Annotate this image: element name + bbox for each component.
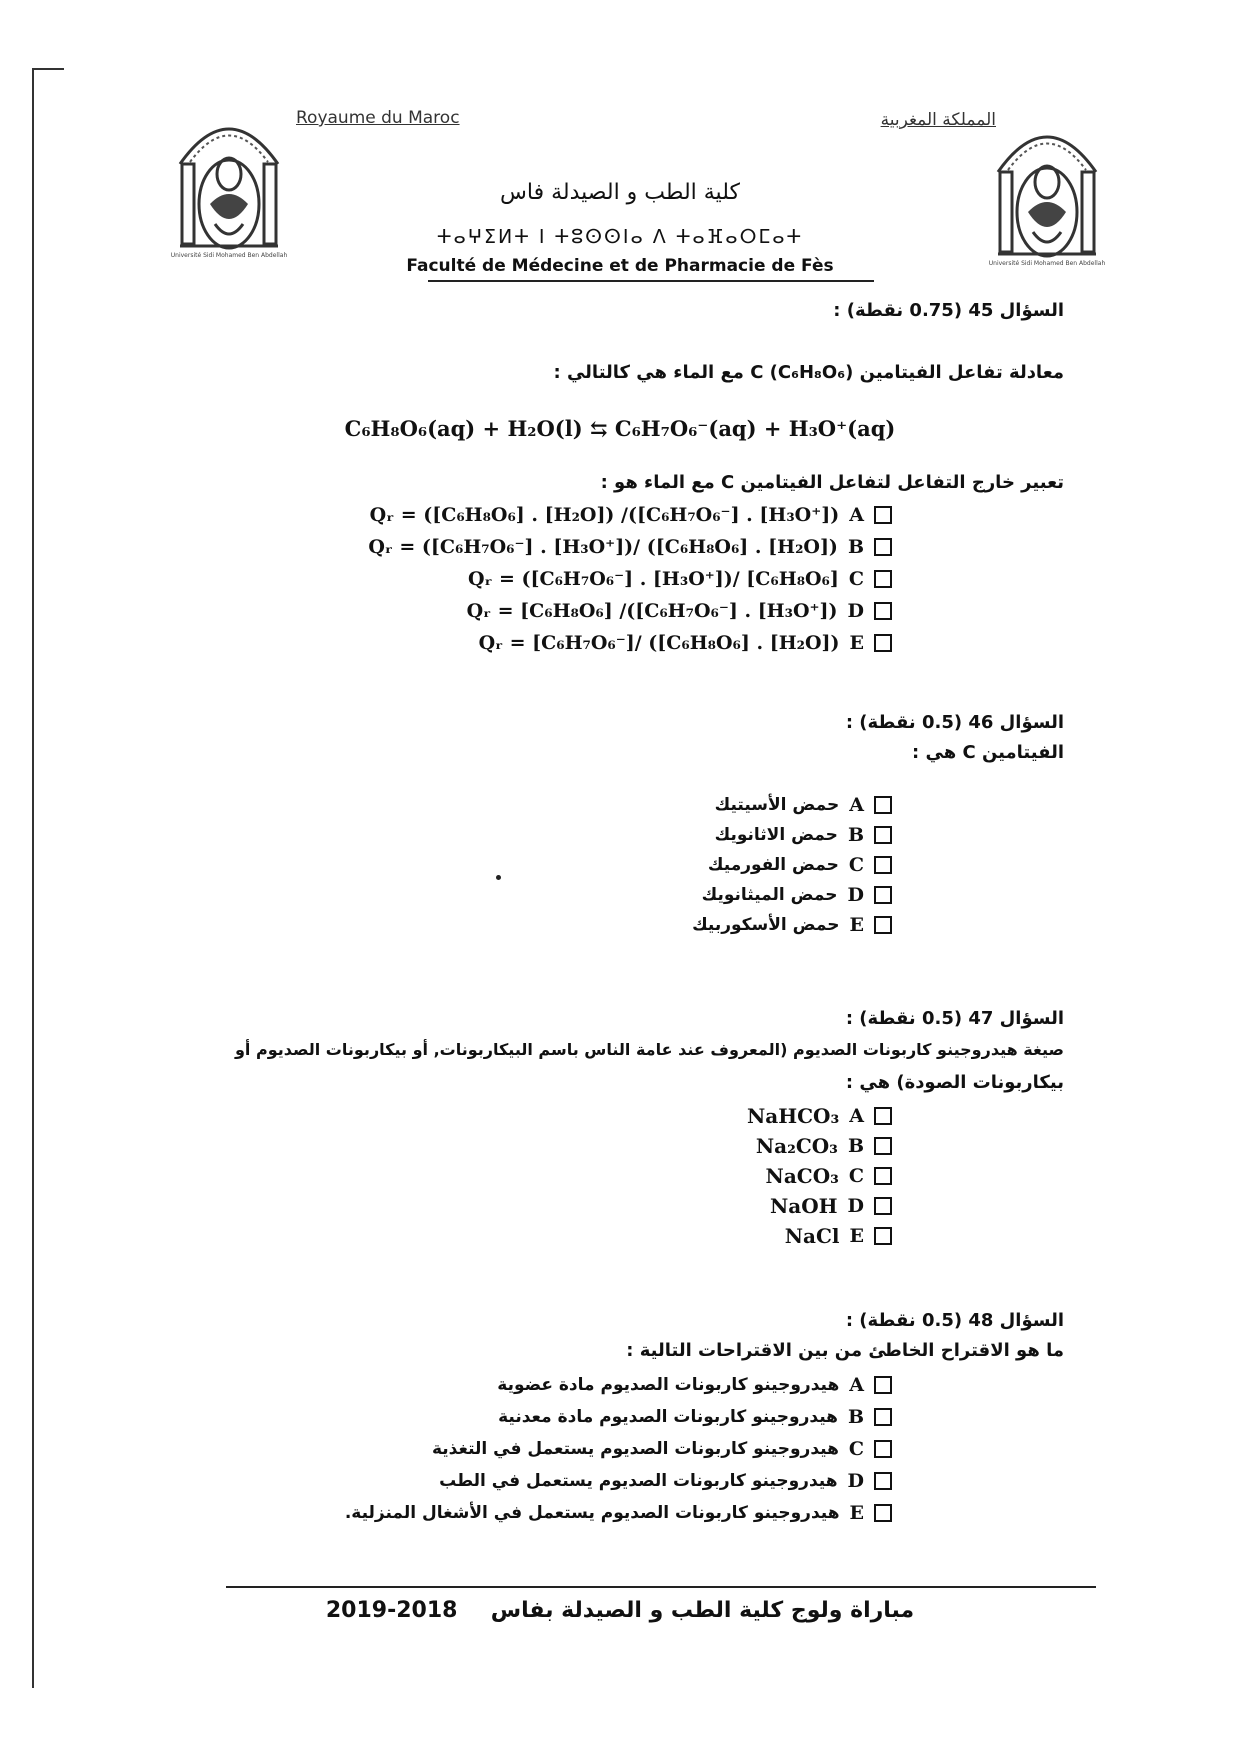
checkbox-icon[interactable] [874, 506, 892, 524]
checkbox-icon[interactable] [874, 886, 892, 904]
header-divider [428, 280, 874, 282]
q47-option-c[interactable] [766, 1164, 892, 1188]
option-text: NaOH [769, 1194, 838, 1218]
checkbox-icon[interactable] [874, 634, 892, 652]
option-letter: C [848, 568, 864, 590]
option-text: هيدروجينو كاربونات الصديوم يستعمل في الأشغال المنزلية. [344, 1503, 840, 1523]
option-letter: B [847, 536, 864, 558]
checkbox-icon[interactable] [874, 1504, 892, 1522]
option-letter: D [847, 884, 864, 906]
option-letter: C [848, 854, 864, 876]
option-text: هيدروجينو كاربونات الصديوم مادة عضوية [497, 1375, 840, 1395]
scan-border-top [32, 68, 64, 70]
option-letter: B [847, 824, 864, 846]
option-text: Qᵣ = [C₆H₈O₆] /([C₆H₇O₆⁻] . [H₃O⁺]) [466, 600, 838, 622]
option-text: Qᵣ = [C₆H₇O₆⁻]/ ([C₆H₈O₆] . [H₂O]) [478, 632, 840, 654]
faculty-name-tifinagh: ⵜⴰⵖⵉⵍⵜ ⵏ ⵜⵓⵙⵙⵏⴰ ⴷ ⵜⴰⴼⴰⵔⵎⴰⵜ [436, 226, 804, 248]
checkbox-icon[interactable] [874, 1376, 892, 1394]
kingdom-label-ar: المملكة المغربية [880, 110, 996, 130]
q47-option-b[interactable] [756, 1134, 892, 1158]
checkbox-icon[interactable] [874, 916, 892, 934]
q46-option-a[interactable] [715, 794, 892, 816]
option-letter: E [849, 914, 864, 936]
checkbox-icon[interactable] [874, 796, 892, 814]
q45-option-a[interactable] [370, 504, 892, 526]
q48-option-b[interactable] [498, 1406, 892, 1428]
option-text: حمض الأسيتيك [714, 795, 840, 815]
page-footer [0, 1598, 1240, 1623]
option-letter: E [849, 1225, 864, 1247]
q46-option-e[interactable] [692, 914, 892, 936]
kingdom-label-fr: Royaume du Maroc [296, 108, 460, 128]
q47-option-d[interactable] [770, 1194, 892, 1218]
option-letter: B [847, 1406, 864, 1428]
q47-option-a[interactable] [747, 1104, 892, 1128]
option-text: حمض الأسكوربيك [692, 915, 840, 935]
checkbox-icon[interactable] [874, 826, 892, 844]
checkbox-icon[interactable] [874, 856, 892, 874]
option-letter: D [847, 1195, 864, 1217]
q46-option-d[interactable] [702, 884, 892, 906]
faculty-name-ar: كلية الطب و الصيدلة فاس [500, 180, 740, 205]
checkbox-icon[interactable] [874, 1408, 892, 1426]
option-text: Qᵣ = ([C₆H₇O₆⁻] . [H₃O⁺])/ [C₆H₈O₆] [467, 568, 839, 590]
q48-option-c[interactable] [432, 1438, 892, 1460]
option-letter: A [849, 504, 864, 526]
logo-left-caption: Université Sidi Mohamed Ben Abdellah [170, 252, 288, 259]
option-text: Na₂CO₃ [755, 1134, 838, 1158]
footer-exam-title: مباراة ولوج كلية الطب و الصيدلة بفاس [490, 1598, 915, 1623]
q45-option-b[interactable] [368, 536, 892, 558]
checkbox-icon[interactable] [874, 570, 892, 588]
question-48-title: السؤال 48 (0.5 نقطة) : [845, 1310, 1064, 1331]
question-45-title: السؤال 45 (0.75 نقطة) : [833, 300, 1064, 321]
option-letter: A [849, 794, 864, 816]
q46-option-c[interactable] [708, 854, 892, 876]
question-48-text: ما هو الاقتراح الخاطئ من بين الاقتراحات التالية : [626, 1340, 1064, 1361]
option-letter: B [847, 1135, 864, 1157]
option-letter: D [847, 600, 864, 622]
question-47-text-line2: بيكاربونات الصودة) هي : [845, 1072, 1064, 1093]
checkbox-icon[interactable] [874, 1440, 892, 1458]
checkbox-icon[interactable] [874, 1137, 892, 1155]
option-text: Qᵣ = ([C₆H₈O₆] . [H₂O]) /([C₆H₇O₆⁻] . [H₃O⁺]) [369, 504, 840, 526]
q46-option-b[interactable] [715, 824, 892, 846]
option-letter: A [849, 1105, 864, 1127]
checkbox-icon[interactable] [874, 1107, 892, 1125]
option-text: حمض الفورميك [707, 855, 839, 875]
q48-option-a[interactable] [497, 1374, 892, 1396]
checkbox-icon[interactable] [874, 1197, 892, 1215]
q45-option-e[interactable] [479, 632, 892, 654]
question-45-text: تعبير خارج التفاعل لتفاعل الفيتامين C مع الماء هو : [600, 472, 1064, 493]
faculty-name-fr: Faculté de Médecine et de Pharmacie de Fès [406, 256, 834, 276]
question-45-equation: C₆H₈O₆(aq) + H₂O(l) ⇆ C₆H₇O₆⁻(aq) + H₃O⁺(aq) [344, 416, 896, 441]
footer-year: 2019-2018 [325, 1598, 458, 1623]
option-letter: C [848, 1438, 864, 1460]
scan-border-left [32, 68, 34, 1688]
q48-option-d[interactable] [439, 1470, 892, 1492]
option-letter: C [848, 1165, 864, 1187]
q48-option-e[interactable] [345, 1502, 892, 1524]
q45-option-d[interactable] [467, 600, 892, 622]
checkbox-icon[interactable] [874, 1167, 892, 1185]
question-47-title: السؤال 47 (0.5 نقطة) : [845, 1008, 1064, 1029]
stray-mark [496, 875, 501, 880]
checkbox-icon[interactable] [874, 538, 892, 556]
option-text: هيدروجينو كاربونات الصديوم يستعمل في التغذية [431, 1439, 839, 1459]
option-letter: A [849, 1374, 864, 1396]
option-text: NaCO₃ [765, 1164, 839, 1188]
question-47-text-line1: صيغة هيدروجينو كاربونات الصديوم (المعروف عند عامة الناس باسم البيكاربونات, أو بيكاربونات الصديوم أو [234, 1040, 1064, 1059]
option-text: هيدروجينو كاربونات الصديوم يستعمل في الطب [439, 1471, 838, 1491]
question-45-intro: معادلة تفاعل الفيتامين C (C₆H₈O₆) مع الماء هي كالتالي : [553, 362, 1064, 383]
checkbox-icon[interactable] [874, 602, 892, 620]
option-text: NaCl [784, 1224, 840, 1248]
option-text: NaHCO₃ [747, 1104, 840, 1128]
option-letter: D [847, 1470, 864, 1492]
option-text: Qᵣ = ([C₆H₇O₆⁻] . [H₃O⁺])/ ([C₆H₈O₆] . [H₂O]) [368, 536, 838, 558]
option-text: هيدروجينو كاربونات الصديوم مادة معدنية [498, 1407, 838, 1427]
option-text: حمض الاثانويك [714, 825, 838, 845]
option-letter: E [849, 1502, 864, 1524]
q47-option-e[interactable] [785, 1224, 892, 1248]
question-46-text: الفيتامين C هي : [912, 742, 1064, 763]
footer-divider [226, 1586, 1096, 1588]
option-letter: E [849, 632, 864, 654]
logo-right-caption: Université Sidi Mohamed Ben Abdellah [988, 260, 1106, 267]
option-text: حمض الميثانويك [701, 885, 838, 905]
checkbox-icon[interactable] [874, 1472, 892, 1490]
question-46-title: السؤال 46 (0.5 نقطة) : [845, 712, 1064, 733]
checkbox-icon[interactable] [874, 1227, 892, 1245]
q45-option-c[interactable] [468, 568, 892, 590]
